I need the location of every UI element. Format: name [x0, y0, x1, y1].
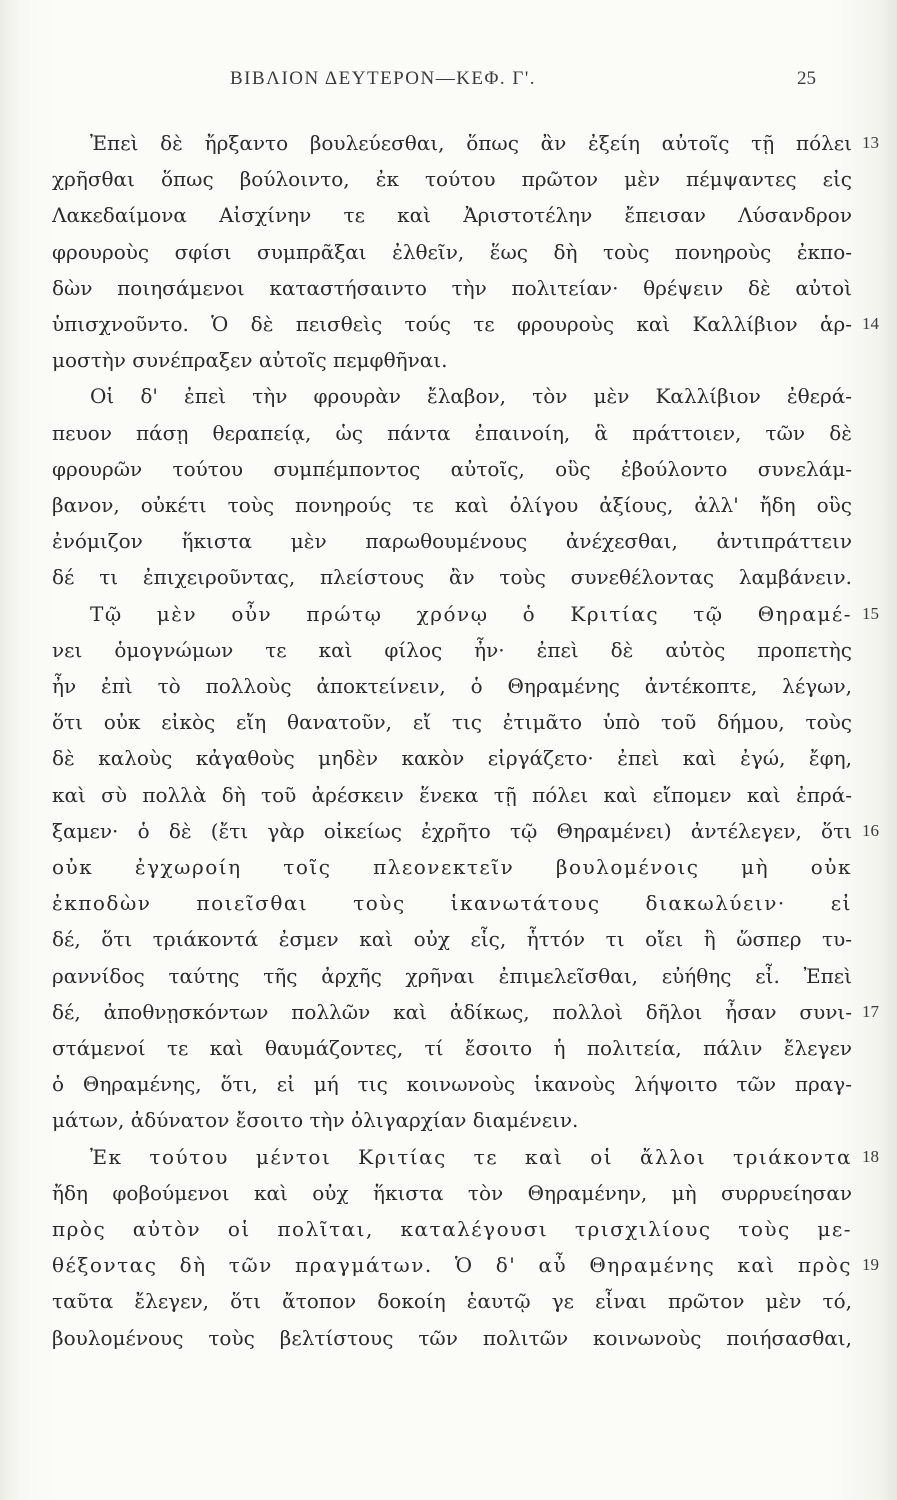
text-line: Τῷ μὲν οὖν πρώτῳ χρόνῳ ὁ Κριτίας τῷ Θηραμέ-	[90, 601, 852, 626]
text-line: βουλομένους τοὺς βελτίστους τῶν πολιτῶν κοινωνοὺς ποιήσασθαι,	[52, 1325, 852, 1350]
text-line: ἤδη φοβούμενοι καὶ οὐχ ἥκιστα τὸν Θηραμένην, μὴ συρρυείησαν	[52, 1180, 852, 1205]
text-line: βανον, οὐκέτι τοὺς πονηρούς τε καὶ ὀλίγου ἀξίους, ἀλλ' ἤδη οὓς	[52, 493, 852, 517]
text-line: Οἱ δ' ἐπεὶ τὴν φρουρὰν ἔλαβον, τὸν μὲν Καλλίβιον ἐθερά-	[90, 384, 852, 409]
text-line: Ἐκ τούτου μέντοι Κριτίας τε καὶ οἱ ἄλλοι τριάκοντα	[90, 1144, 852, 1169]
section-number: 13	[862, 133, 879, 152]
text-line: νει ὁμογνώμων τε καὶ φίλος ἦν· ἐπεὶ δὲ αὐτὸς προπετὴς	[52, 637, 852, 662]
text-line: δέ τι ἐπιχειροῦντας, πλείστους ἂν τοὺς συνεθέλοντας λαμβάνειν.	[52, 565, 852, 590]
text-line: ραννίδος ταύτης τῆς ἀρχῆς χρῆναι ἐπιμελεῖσθαι, εὐήθης εἶ. Ἐπεὶ	[52, 963, 852, 988]
text-line: φρουρῶν τούτου συμπέμποντος αὐτοῖς, οὓς ἐβούλοντο συνελάμ-	[52, 456, 852, 481]
section-number: 14	[862, 314, 879, 333]
text-line: Λακεδαίμονα Αἰσχίνην τε καὶ Ἀριστοτέλην ἔπεισαν Λύσανδρον	[52, 203, 852, 228]
text-line: ἦν ἐπὶ τὸ πολλοὺς ἀποκτείνειν, ὁ Θηραμένης ἀντέκοπτε, λέγων,	[52, 674, 852, 698]
section-number: 15	[862, 603, 879, 623]
text-line: στάμενοί τε καὶ θαυμάζοντες, τί ἔσοιτο ἡ πολιτεία, πάλιν ἔλεγεν	[52, 1036, 852, 1060]
text-line: ταῦτα ἔλεγεν, ὅτι ἄτοπον δοκοίη ἑαυτῷ γε εἶναι πρῶτον μὲν τό,	[52, 1289, 852, 1314]
section-number: 16	[862, 820, 879, 840]
text-line: ἐκποδὼν ποιεῖσθαι τοὺς ἱκανωτάτους διακωλύειν· εἰ	[52, 891, 852, 916]
text-line: θέξοντας δὴ τῶν πραγμάτων. Ὁ δ' αὖ Θηραμένης καὶ πρὸς	[52, 1253, 852, 1278]
text-line: ὁ Θηραμένης, ὅτι, εἰ μή τις κοινωνοὺς ἱκανοὺς λήψοιτο τῶν πραγ-	[52, 1072, 852, 1097]
text-line: μάτων, ἀδύνατον ἔσοιτο τὴν ὀλιγαρχίαν διαμένειν.	[52, 1108, 579, 1133]
text-line: καὶ σὺ πολλὰ δὴ τοῦ ἀρέσκειν ἕνεκα τῇ πόλει καὶ εἴπομεν καὶ ἐπρά-	[52, 782, 852, 807]
text-line: δέ, ὅτι τριάκοντά ἐσμεν καὶ οὐχ εἷς, ἧττόν τι οἴει ἢ ὥσπερ τυ-	[52, 927, 852, 952]
page-number: 25	[797, 68, 816, 89]
text-line: οὐκ ἐγχωροίη τοῖς πλεονεκτεῖν βουλομένοις μὴ οὐκ	[52, 855, 852, 879]
section-number: 17	[862, 1001, 879, 1021]
text-line: ὑπισχνοῦντο. Ὁ δὲ πεισθεὶς τούς τε φρουροὺς καὶ Καλλίβιον ἁρ-	[52, 312, 852, 336]
text-line: ὅτι οὐκ εἰκὸς εἴη θανατοῦν, εἴ τις ἐτιμᾶτο ὑπὸ τοῦ δήμου, τοὺς	[52, 710, 852, 735]
section-number: 19	[862, 1255, 879, 1275]
text-line: χρῆσθαι ὅπως βούλοιντο, ἐκ τούτου πρῶτον μὲν πέμψαντες εἰς	[52, 167, 852, 192]
section-number: 18	[862, 1146, 879, 1166]
text-line: φρουροὺς σφίσι συμπρᾶξαι ἐλθεῖν, ἕως δὴ τοὺς πονηροὺς ἐκπο-	[52, 239, 852, 264]
text-line: δέ, ἀποθνῃσκόντων πολλῶν καὶ ἀδίκως, πολλοὶ δῆλοι ἦσαν συνι-	[52, 999, 852, 1024]
text-line: ἐνόμιζον ἥκιστα μὲν παρωθουμένους ἀνέχεσθαι, ἀντιπράττειν	[52, 529, 852, 554]
text-line: μοστὴν συνέπραξεν αὐτοῖς πεμφθῆναι.	[52, 348, 448, 373]
text-line: δὲ καλοὺς κἀγαθοὺς μηδὲν κακὸν εἰργάζετο· ἐπεὶ καὶ ἐγώ, ἔφη,	[52, 746, 852, 771]
text-line: Ἐπεὶ δὲ ἤρξαντο βουλεύεσθαι, ὅπως ἂν ἐξείη αὐτοῖς τῇ πόλει	[90, 131, 852, 155]
text-line: δὼν ποιησάμενοι καταστήσαιντο τὴν πολιτείαν· θρέψειν δὲ αὐτοὶ	[52, 275, 852, 300]
text-line: πευον πάσῃ θεραπείᾳ, ὡς πάντα ἐπαινοίη, ἃ πράττοιεν, τῶν δὲ	[52, 420, 852, 445]
running-head: ΒΙΒΛΙΟΝ ΔΕΥΤΕΡΟΝ—ΚΕΦ. Γ'.	[230, 68, 537, 89]
text-line: πρὸς αὐτὸν οἱ πολῖται, καταλέγουσι τρισχιλίους τοὺς με-	[52, 1217, 852, 1241]
text-line: ξαμεν· ὁ δὲ (ἔτι γὰρ οἰκείως ἐχρῆτο τῷ Θηραμένει) ἀντέλεγεν, ὅτι	[52, 818, 852, 843]
